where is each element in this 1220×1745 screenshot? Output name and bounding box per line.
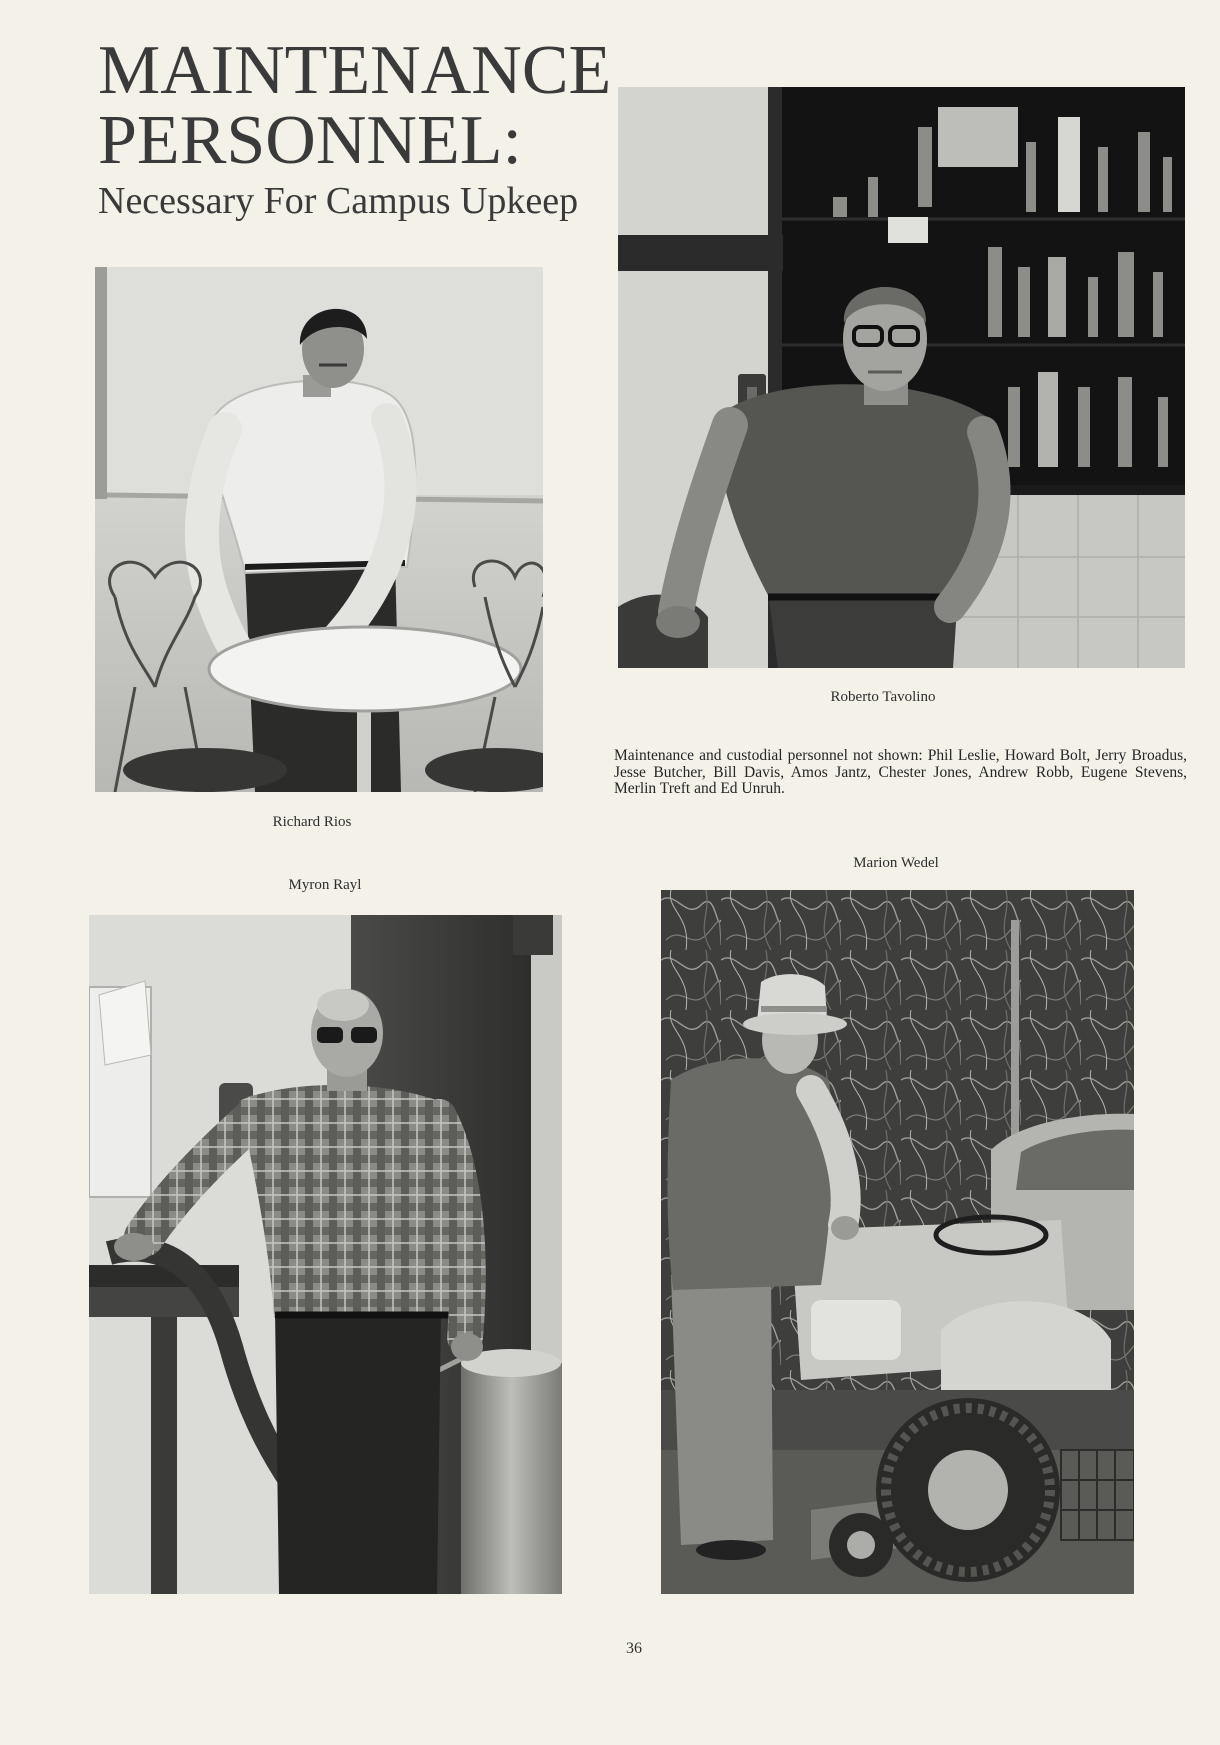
caption-marion-wedel: Marion Wedel bbox=[853, 855, 939, 871]
photo-roberto-tavolino bbox=[618, 87, 1185, 668]
page-number: 36 bbox=[626, 1640, 642, 1657]
photo-myron-rayl bbox=[89, 915, 562, 1594]
caption-myron-rayl: Myron Rayl bbox=[288, 877, 362, 893]
caption-roberto-tavolino: Roberto Tavolino bbox=[830, 689, 936, 705]
photo-marion-wedel bbox=[661, 890, 1134, 1594]
page-subtitle: Necessary For Campus Upkeep bbox=[98, 180, 579, 222]
photo-richard-rios bbox=[95, 267, 543, 792]
title-line-1: MAINTENANCE bbox=[98, 32, 612, 109]
title-line-2: PERSONNEL: bbox=[98, 102, 522, 179]
page-title bbox=[98, 32, 612, 179]
personnel-note: Maintenance and custodial personnel not shown: Phil Leslie, Howard Bolt, Jerry Broadus, Jesse Butcher, Bill Davis, Amos Jantz, Chester Jones, Andrew Robb, Eugene Stevens, Merlin Treft and Ed Unruh. bbox=[614, 747, 1187, 797]
caption-richard-rios: Richard Rios bbox=[272, 814, 352, 830]
